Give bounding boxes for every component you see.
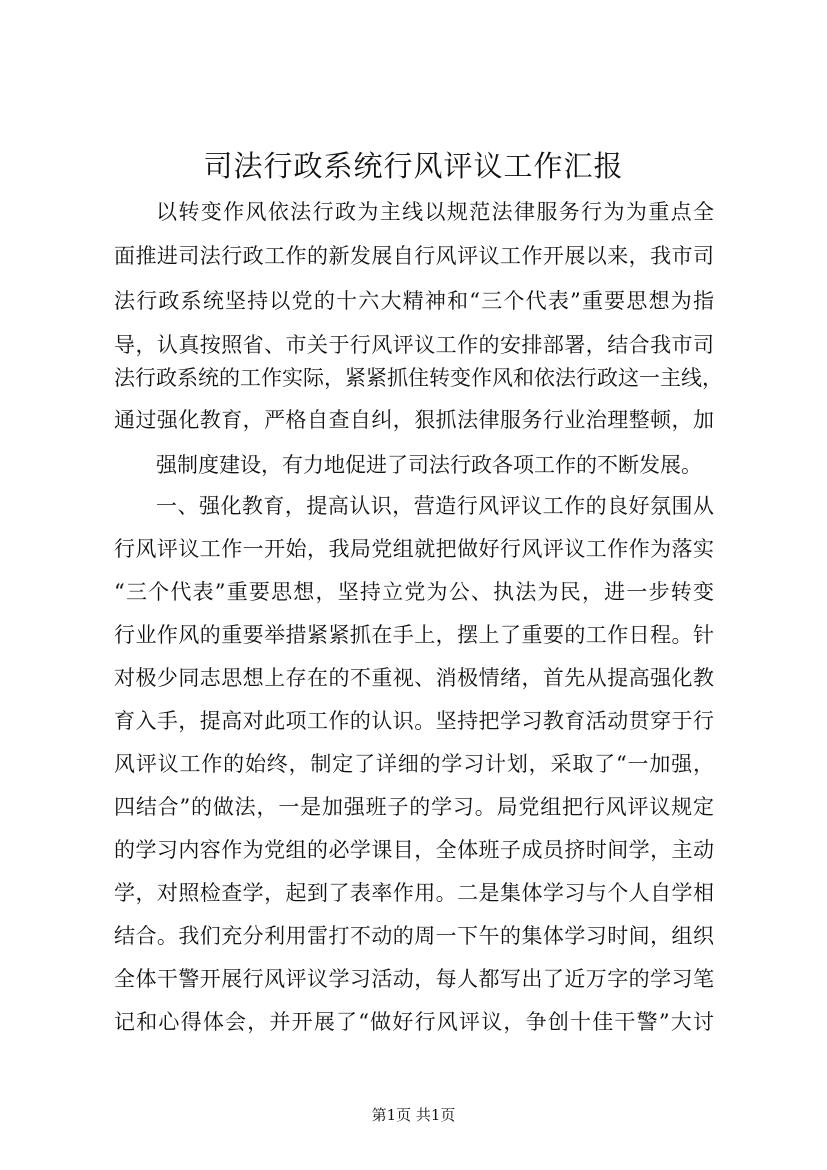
paragraph-line-19: 全体干警开展行风评议学习活动，每人都写出了近万字的学习笔 (114, 967, 714, 991)
paragraph-line-20: 记和心得体会，并开展了“做好行风评议，争创十佳干警”大讨 (114, 1010, 714, 1034)
paragraph-line-6: 通过强化教育，严格自查自纠，狠抓法律服务行业治理整顿，加 (114, 408, 714, 432)
paragraph-line-4: 导，认真按照省、市关于行风评议工作的安排部署，结合我市司 (114, 333, 714, 357)
paragraph-line-13: 育入手，提高对此项工作的认识。坚持把学习教育活动贯穿于行 (114, 709, 714, 733)
page-number-footer: 第1页 共1页 (371, 1106, 456, 1124)
paragraph-line-1: 以转变作风依法行政为主线以规范法律服务行为为重点全 (156, 200, 714, 224)
paragraph-line-14: 风评议工作的始终，制定了详细的学习计划，采取了“一加强， (114, 752, 714, 776)
paragraph-line-5: 法行政系统的工作实际，紧紧抓住转变作风和依法行政这一主线， (114, 366, 723, 390)
paragraph-line-10: “三个代表”重要思想，坚持立党为公、执法为民，进一步转变 (114, 580, 714, 604)
paragraph-line-2: 面推进司法行政工作的新发展自行风评议工作开展以来，我市司 (114, 244, 714, 268)
paragraph-line-16: 的学习内容作为党组的必学课目，全体班子成员挤时间学，主动 (114, 838, 714, 862)
paragraph-line-12: 对极少同志思想上存在的不重视、消极情绪，首先从提高强化教 (114, 666, 714, 690)
paragraph-line-15: 四结合”的做法，一是加强班子的学习。局党组把行风评议规定 (114, 795, 714, 819)
paragraph-line-8: 一、强化教育，提高认识，营造行风评议工作的良好氛围从 (156, 494, 714, 518)
paragraph-line-9: 行风评议工作一开始，我局党组就把做好行风评议工作作为落实 (114, 537, 714, 561)
paragraph-line-17: 学，对照检查学，起到了表率作用。二是集体学习与个人自学相 (114, 881, 714, 905)
paragraph-line-7: 强制度建设，有力地促进了司法行政各项工作的不断发展。 (156, 453, 702, 477)
paragraph-line-11: 行业作风的重要举措紧紧抓在手上，摆上了重要的工作日程。针 (114, 623, 714, 647)
document-title: 司法行政系统行风评议工作汇报 (203, 149, 624, 183)
paragraph-line-3: 法行政系统坚持以党的十六大精神和“三个代表”重要思想为指 (114, 289, 714, 313)
paragraph-line-18: 结合。我们充分利用雷打不动的周一下午的集体学习时间，组织 (114, 924, 714, 948)
